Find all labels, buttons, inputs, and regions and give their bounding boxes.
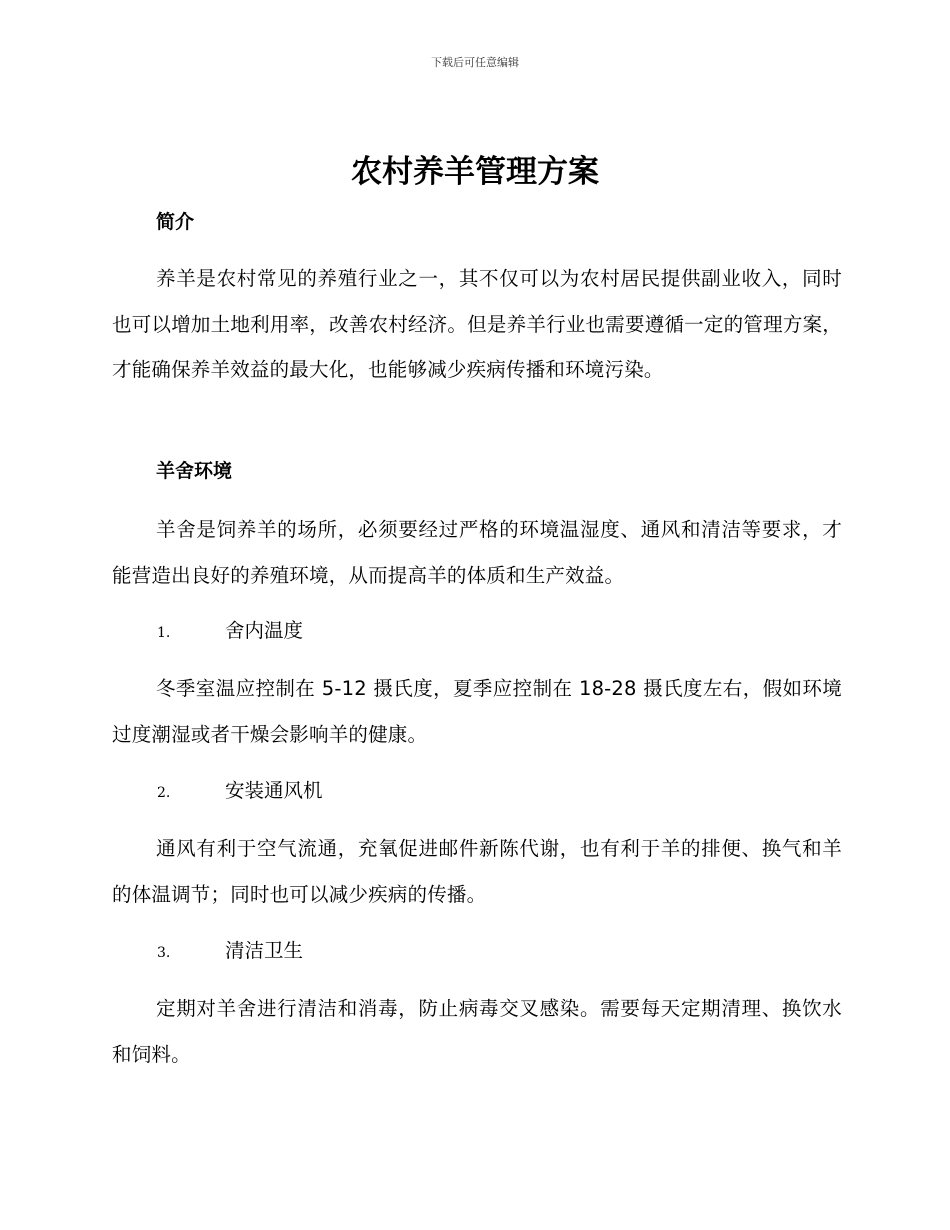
item-label: 舍内温度	[225, 619, 304, 642]
section-heading-environment: 羊舍环境	[156, 460, 233, 482]
item-3-paragraph: 定期对羊舍进行清洁和消毒，防止病毒交叉感染。需要每天定期清理、换饮水和饲料。	[112, 997, 842, 1066]
numbered-item-2	[157, 777, 323, 807]
environment-paragraph: 羊舍是饲养羊的场所，必须要经过严格的环境温湿度、通风和清洁等要求，才能营造出良好的养殖环境，从而提高羊的体质和生产效益。	[112, 518, 842, 587]
intro-paragraph: 养羊是农村常见的养殖行业之一，其不仅可以为农村居民提供副业收入，同时也可以增加土地利用率，改善农村经济。但是养羊行业也需要遵循一定的管理方案，才能确保养羊效益的最大化，也能够减少疾病传播和环境污染。	[112, 267, 842, 381]
item-1-paragraph: 冬季室温应控制在 5-12 摄氏度，夏季应控制在 18-28 摄氏度左右，假如环境过度潮湿或者干燥会影响羊的健康。	[112, 677, 842, 746]
document-title: 农村养羊管理方案	[351, 154, 599, 190]
item-2-paragraph: 通风有利于空气流通，充氧促进邮件新陈代谢，也有利于羊的排便、换气和羊的体温调节；同时也可以减少疾病的传播。	[112, 837, 842, 906]
item-label: 清洁卫生	[225, 939, 304, 962]
section-heading-intro: 简介	[156, 211, 195, 233]
item-number: 2.	[157, 785, 171, 801]
numbered-item-3	[157, 937, 303, 967]
item-number: 1.	[157, 625, 171, 641]
item-number: 3.	[157, 945, 171, 961]
header-note: 下载后可任意编辑	[431, 56, 519, 69]
item-label: 安装通风机	[225, 779, 323, 802]
numbered-item-1	[157, 617, 303, 647]
